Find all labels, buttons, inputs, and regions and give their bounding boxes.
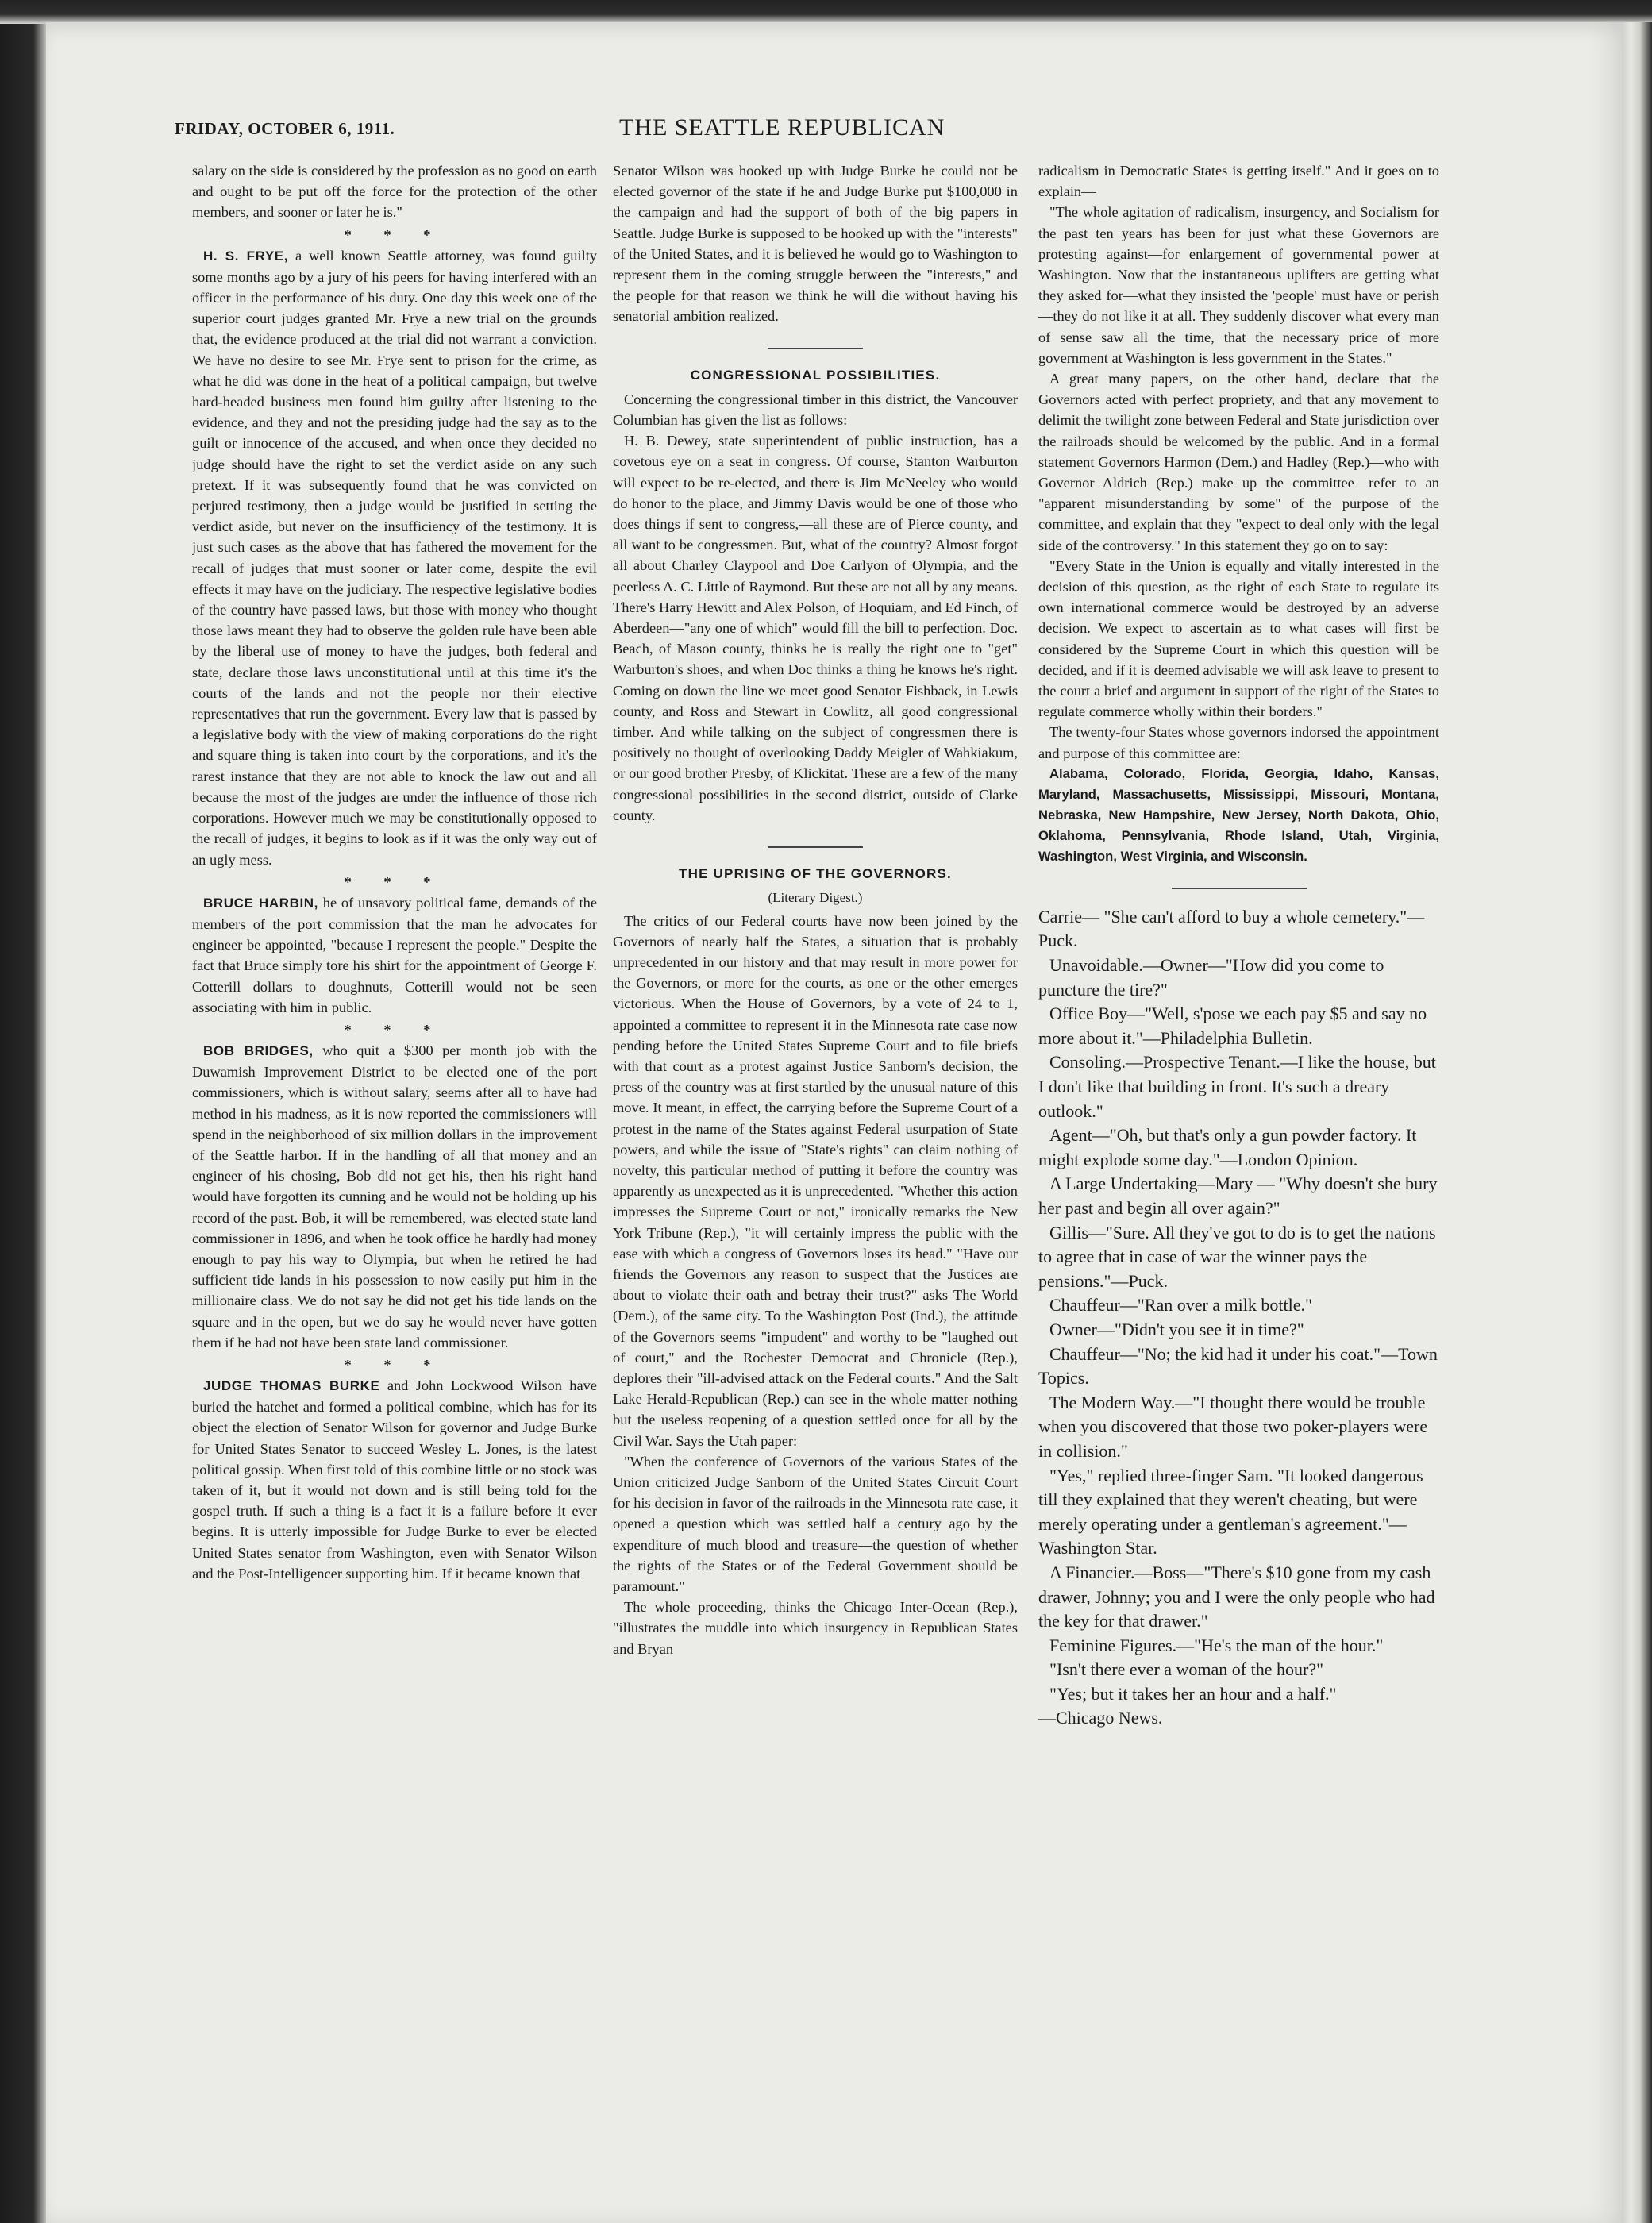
paragraph: radicalism in Democratic States is getting itself." And it goes on to explain— bbox=[1038, 163, 1439, 200]
paragraph: salary on the side is considered by the profession as no good on earth and ought to be put off the force for the protection of the other members, and sooner or later he is." bbox=[192, 163, 597, 221]
divider bbox=[768, 348, 863, 349]
paragraph-text: a well known Seattle attorney, was found guilty some months ago by a jury of his peers for having interfered with an officer in the performance of his duty. One day this week one of the superior court judges granted Mr. Frye a new trial on the grounds that, the evidence produced at the trial did not warrant a conviction. We have no desire to see Mr. Frye sent to prison for the crime, as what he did was done in the heat of a political campaign, but twelve hard-headed business men found him guilty after listening to the evidence, and they and not the presiding judge had the say as to the guilt or innocence of the accused, and when once they decided no judge should have the right to set the verdict aside on any such pretext. If it was subsequently found that he was convicted on perjured testimony, then a judge would be justified in setting the verdict aside, but never on the insufficiency of the testimony. It is just such cases as the above that has fathered the movement for the recall of judges that must sooner or later come, despite the evil effects it may have on the judiciary. The respective legislative bodies of the country have passed laws, but those with money who thought those laws meant they had to observe the golden rule have been able by the liberal use of money to have the judges, both federal and state, declare those laws unconstitutional until at this time it's the courts of the lands and not the people nor their elective representatives that run the government. Every law that is passed by a legislative body with the view of making corporations do the right and square thing is taken into court by the corporations, and it's the rarest instance that they are not able to knock the law out and all because the most of the judges are under the influence of those rich corporations. However much we may be constitutionally opposed to the recall of judges, it begins to look as if it was the only way out of an ugly mess. bbox=[192, 247, 597, 868]
paragraph-text: and John Lockwood Wilson have buried the hatchet and formed a political combine, which has for its object the election of Senator Wilson for governor and Judge Burke for United States Senator to succeed Wesley L. Jones, is the latest political gossip. When first told of this combine little or no stock was taken of it, but it would not down and is still being told for the gospel truth. If such a thing is a fact it is a failure before it ever begins. It is utterly impossible for Judge Burke to ever be elected United States senator from Washington, even with Senator Wilson and the Post-Intelligencer supporting him. If it became known that bbox=[192, 1377, 597, 1582]
section-heading: THE UPRISING OF THE GOVERNORS. bbox=[679, 866, 952, 882]
joke-line: Owner—"Didn't you see it in time?" bbox=[1049, 1319, 1304, 1339]
column-1 bbox=[192, 160, 597, 2193]
paragraph: The twenty-four States whose governors indorsed the appointment and purpose of this committee are: bbox=[1038, 724, 1439, 761]
divider bbox=[768, 846, 863, 848]
joke-line: A Financier.—Boss—"There's $10 gone from my cash drawer, Johnny; you and I were the only people who had the key for that drawer." bbox=[1038, 1562, 1435, 1632]
scan-right-edge bbox=[1622, 22, 1652, 2223]
paragraph: "When the conference of Governors of the various States of the Union criticized Judge Sanborn of the United States Circuit Court for his decision in favor of the railroads in the Minnesota rate case, it opened a question which was settled half a century ago by the expenditure of much blood and treasure—the question of whether the rights of the States or of the Federal Government should be paramount." bbox=[613, 1453, 1018, 1594]
joke-line: Consoling.—Prospective Tenant.—I like the house, but I don't like that building in front. It's such a dreary outlook." bbox=[1038, 1052, 1436, 1121]
paragraph: H. B. Dewey, state superintendent of public instruction, has a covetous eye on a seat in congress. Of course, Stanton Warburton will expect to be re-elected, and there is Jim McNeeley who would do honor to the place, and Jimmy Davis would be one of those who does things if sent to congress,—all these are of Pierce county, and all want to be congressmen. But, what of the country? Almost forgot all about Charley Claypool and Doe Carlyon of Olympia, and the peerless A. C. Little of Raymond. But these are not all by any means. There's Harry Hewitt and Alex Polson, of Hoquiam, and Ed Finch, of Aberdeen—"any one of which" would fill the bill to perfection. Doc. Beach, of Mason county, thinks he is really the right one to "get" Warburton's shoes, and when Doc thinks a thing he knows he's right. Coming on down the line we meet good Senator Fishback, in Lewis county, and Ross and Stewart in Cowlitz, all good congressional timber. And while talking on the subject of congressmen there is positively no thought of overlooking Daddy Meigler of Wahkiakum, or our good brother Presby, of Klickitat. These are a few of the many congressional possibilities in the second district, outside of Clarke county. bbox=[613, 433, 1018, 823]
paragraph: Senator Wilson was hooked up with Judge Burke he could not be elected governor of the state if he and Judge Burke put $100,000 in the campaign and had the support of both of the big papers in Seattle. Judge Burke is supposed to be hooked up with the "interests" of the United States, and it is believed he would go to Washington to represent them in the coming struggle between the "interests," and the people for that reason we think he will die without having his senatorial ambition realized. bbox=[613, 163, 1018, 325]
joke-line: "Yes," replied three-finger Sam. "It looked dangerous till they explained that they weren't cheating, but were merely operating under a gentleman's agreement."—Washington Star. bbox=[1038, 1465, 1423, 1558]
joke-line: The Modern Way.—"I thought there would be trouble when you discovered that those two poker-players were in collision." bbox=[1038, 1392, 1428, 1461]
lead-in: JUDGE THOMAS BURKE bbox=[203, 1377, 380, 1393]
joke-line: Agent—"Oh, but that's only a gun powder factory. It might explode some day."—London Opinion. bbox=[1038, 1125, 1417, 1169]
joke-line: Gillis—"Sure. All they've got to do is to get the nations to agree that in case of war the winner pays the pensions."—Puck. bbox=[1038, 1222, 1436, 1291]
paragraph: The whole proceeding, thinks the Chicago Inter-Ocean (Rep.), "illustrates the muddle into which insurgency in Republican States and Bryan bbox=[613, 1599, 1018, 1657]
newspaper-title: THE SEATTLE REPUBLICAN bbox=[619, 114, 945, 141]
states-list: Alabama, Colorado, Florida, Georgia, Idaho, Kansas, Maryland, Massachusetts, Mississippi, Missouri, Montana, Nebraska, New Hampshire, New Jersey, North Dakota, Ohio, Oklahoma, Pennsylvania, Rhode Island, Utah, Virginia, Washington, West Virginia, and Wisconsin. bbox=[1038, 765, 1439, 864]
paragraph: "Every State in the Union is equally and vitally interested in the decision of this question, as the right of each State to regulate its own international commerce would be destroyed by an adverse decision. We expect to ascertain as to what cases will first be considered by the Supreme Court in which this question will be decided, and if it is deemed advisable we will ask leave to present to the court a brief and argument in support of the right of the States to regulate commerce wholly within their borders." bbox=[1038, 557, 1439, 720]
scan-top-edge bbox=[0, 0, 1652, 24]
joke-line: Carrie— "She can't afford to buy a whole cemetery."—Puck. bbox=[1038, 906, 1425, 951]
paragraph-frye bbox=[192, 245, 597, 870]
column-3 bbox=[1038, 160, 1439, 2193]
paragraph-text: he of unsavory political fame, demands of the members of the port commission that the man he advocates for engineer be appointed, "because I represent the people." Despite the fact that Bruce simply tore his shirt for the appointment of George F. Cotterill dollars to doughnuts, Cotterill would not be seen associating with him in public. bbox=[192, 894, 597, 1015]
scan-left-edge bbox=[0, 0, 48, 2223]
section-subheading: (Literary Digest.) bbox=[768, 890, 863, 906]
paragraph-text: who quit a $300 per month job with the Duwamish Improvement District to be elected one of the port commissioners, which is without salary, seems after all to have had method in his madness, as it is now reported the commissioners will spend in the neighborhood of six million dollars in the improvement of the Seattle harbor. If in the handling of all that money and an engineer of his chosing, Bob did not get his, then his right hand would have forgotten its cunning and he would not be holding up his record of the past. Bob, it will be remembered, was elected state land commissioner in 1896, and when he took office he hardly had money enough to pay his way to Olympia, but when he retired he had sufficient tide lands in his possession to now easily put him in the millionaire class. We do not say he did not get his tide lands on the square and in the open, but we do say he would never have gotten them if he had not have been state land commissioner. bbox=[192, 1042, 597, 1350]
joke-line: Chauffeur—"No; the kid had it under his coat."—Town Topics. bbox=[1038, 1343, 1438, 1389]
lead-in: H. S. FRYE, bbox=[203, 248, 289, 264]
paragraph-burke bbox=[192, 1375, 597, 1584]
joke-line: —Chicago News. bbox=[1038, 1708, 1163, 1728]
paragraph: A great many papers, on the other hand, declare that the Governors acted with perfect propriety, and that any movement to delimit the twilight zone between Federal and State jurisdiction over the railroads should be welcomed by the public. And in a formal statement Governors Harmon (Dem.) and Hadley (Rep.)—who with Governor Aldrich (Rep.) make up the committee—refer to an "apparent misunderstanding by some" of the purpose of the committee, and explain that they "expect to deal only with the legal side of the controversy." In this statement they go on to say: bbox=[1038, 371, 1439, 553]
divider bbox=[1172, 888, 1307, 889]
joke-line: A Large Undertaking—Mary — "Why doesn't she bury her past and begin all over again?" bbox=[1038, 1173, 1438, 1219]
joke-line: Unavoidable.—Owner—"How did you come to puncture the tire?" bbox=[1038, 955, 1384, 1000]
joke-line: Chauffeur—"Ran over a milk bottle." bbox=[1049, 1295, 1312, 1316]
section-separator: * * * bbox=[344, 226, 445, 243]
joke-line: Office Boy—"Well, s'pose we each pay $5 and say no more about it."—Philadelphia Bulletin. bbox=[1038, 1004, 1427, 1048]
jokes-section bbox=[1038, 905, 1439, 1731]
paragraph: "The whole agitation of radicalism, insurgency, and Socialism for the past ten years has been for just what these Governors are protesting against—for enlargement of governmental power at Washington. Now that the instantaneous uplifters are getting what they asked for—what they insisted the 'people' must have or perish—they do not like it at all. They suddenly discover what every man of sense saw all the time, that the necessary price of more government at Washington is less government in the States." bbox=[1038, 204, 1439, 366]
joke-line: Feminine Figures.—"He's the man of the hour." bbox=[1049, 1635, 1384, 1655]
section-heading: CONGRESSIONAL POSSIBILITIES. bbox=[690, 367, 941, 383]
lead-in: BOB BRIDGES, bbox=[203, 1042, 314, 1058]
joke-line: "Isn't there ever a woman of the hour?" bbox=[1049, 1659, 1324, 1680]
column-2 bbox=[613, 160, 1018, 2193]
lead-in: BRUCE HARBIN, bbox=[203, 895, 318, 911]
joke-line: "Yes; but it takes her an hour and a half." bbox=[1049, 1683, 1337, 1704]
paragraph-bridges bbox=[192, 1040, 597, 1353]
issue-date: FRIDAY, OCTOBER 6, 1911. bbox=[175, 119, 395, 138]
paragraph: Concerning the congressional timber in this district, the Vancouver Columbian has given the list as follows: bbox=[613, 391, 1018, 429]
section-separator: * * * bbox=[344, 1021, 445, 1038]
section-separator: * * * bbox=[344, 873, 445, 890]
paragraph-harbin bbox=[192, 892, 597, 1018]
section-separator: * * * bbox=[344, 1356, 445, 1373]
paragraph: The critics of our Federal courts have now been joined by the Governors of nearly half the States, a situation that is probably unprecedented in our history and that may result in more power for the Governors, or more for the courts, as one or the other emerges victorious. When the House of Governors, by a vote of 24 to 1, appointed a committee to represent it in the Minnesota rate case now pending before the United States Supreme Court and to file briefs with that court as a protest against Justice Sanborn's decision, the press of the country was at first startled by the unusual nature of this move. It meant, in effect, the carrying before the Supreme Court of a protest in the name of the States against Federal usurpation of State powers, and while the issue of "State's rights" can claim nothing of novelty, this particular method of putting it before the country was apparently as unexpected as it is unprecedented. "Whether this action impresses the Supreme Court or not," ironically remarks the New York Tribune (Rep.), "it will certainly impress the public with the ease with which a congress of Governors loses its head." "Have our friends the Governors any reason to suspect that the Justices are about to violate their oath and betray their trust?" asks The World (Dem.), of the same city. To the Washington Post (Ind.), the attitude of the Governors seems "impudent" and worthy to be "laughed out of court," and the Rochester Democrat and Chronicle (Rep.), deplores their "ill-advised attack on the Federal courts." And the Salt Lake Herald-Republican (Rep.) can see in the whole matter nothing but the useless reopening of a question settled once for all by the Civil War. Says the Utah paper: bbox=[613, 912, 1018, 1449]
